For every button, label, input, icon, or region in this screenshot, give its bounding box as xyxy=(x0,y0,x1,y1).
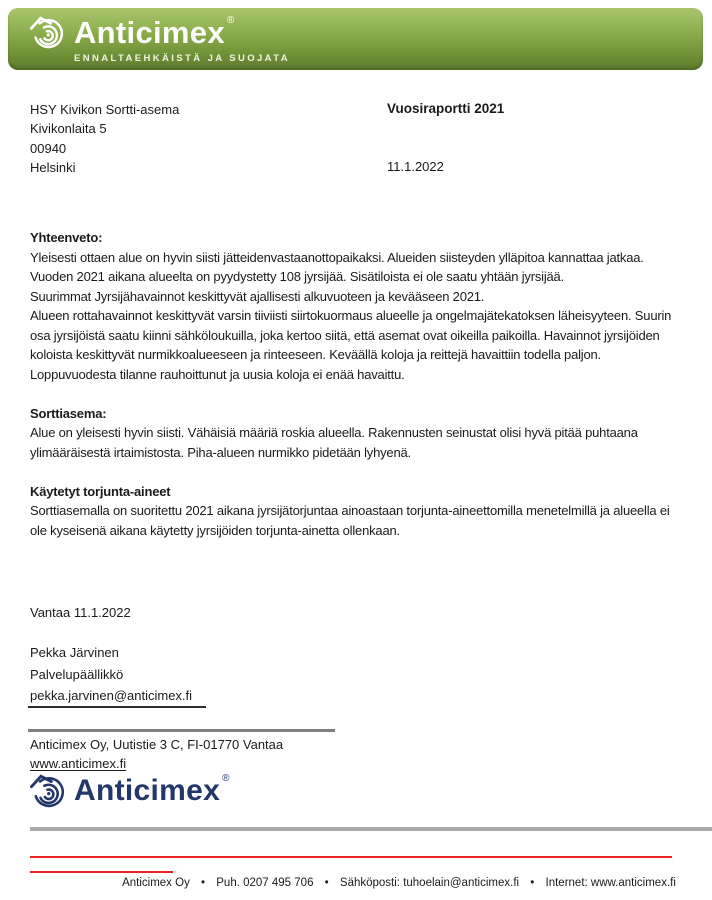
section-paragraph: Alue on yleisesti hyvin siisti. Vähäisiä määriä roskia alueella. Rakennusten seinustat olisi hyvä pitää puhtaana ylimääräisestä irtaimistosta. Piha-alueen nurmikko pidetään lyhyenä. xyxy=(30,425,638,460)
registered-trademark-symbol: ® xyxy=(222,773,230,784)
signature-place-date: Vantaa 11.1.2022 xyxy=(30,605,131,620)
signature-email-link[interactable]: pekka.jarvinen@anticimex.fi xyxy=(28,688,206,708)
header-tagline: ENNALTAEHKÄISTÄ JA SUOJATA xyxy=(74,53,290,64)
bottom-red-short-line xyxy=(30,871,173,873)
section-sorttiasema xyxy=(30,404,688,463)
anticimex-logo-icon xyxy=(28,772,66,810)
section-paragraph: Suurimmat Jyrsijähavainnot keskittyvät ajallisesti alkuvuoteen ja kevääseen 2021. xyxy=(30,288,485,304)
company-divider-line xyxy=(28,729,335,732)
header-banner xyxy=(8,8,703,70)
recipient-street: Kivikonlaita 5 xyxy=(30,121,107,137)
footer-internet: Internet: www.anticimex.fi xyxy=(545,877,676,889)
recipient-address xyxy=(30,100,179,178)
recipient-postal-code: 00940 xyxy=(30,140,67,156)
signature-name: Pekka Järvinen xyxy=(30,645,119,660)
section-heading: Yhteenveto: xyxy=(30,230,103,245)
footer-email: Sähköposti: tuhoelain@anticimex.fi xyxy=(339,877,520,889)
section-paragraph: Vuoden 2021 aikana alueelta on pyydystetty 108 jyrsijää. Sisätiloista ei ole saatu yhtään jyrsijää. xyxy=(30,269,565,284)
anticimex-logo-icon xyxy=(28,14,65,51)
bottom-gray-divider-line xyxy=(30,827,712,831)
section-heading: Käytetyt torjunta-aineet xyxy=(30,483,171,499)
section-paragraph: Sorttiasemalla on suoritettu 2021 aikana jyrsijätorjuntaa ainoastaan torjunta-aineettomilla menetelmillä ja alueella ei ole kyseisenä aikana käytetty jyrsijöiden torjunta-ainetta ollenkaan. xyxy=(30,503,670,538)
recipient-city: Helsinki xyxy=(30,160,76,176)
footer-contact-line xyxy=(86,877,712,889)
footer-bullet: • xyxy=(530,877,535,889)
registered-trademark-symbol: ® xyxy=(226,15,235,26)
header-logo xyxy=(8,8,703,51)
footer-phone: Puh. 0207 495 706 xyxy=(216,877,314,889)
bottom-red-divider-line xyxy=(30,856,672,858)
footer-logo xyxy=(28,772,230,810)
report-date: 11.1.2022 xyxy=(387,159,444,174)
company-address: Anticimex Oy, Uutistie 3 C, FI-01770 Vantaa xyxy=(30,737,284,752)
report-title: Vuosiraportti 2021 xyxy=(387,101,505,116)
footer-bullet: • xyxy=(201,877,206,889)
company-website-link[interactable]: www.anticimex.fi xyxy=(30,756,127,771)
section-torjunta-aineet xyxy=(30,482,688,541)
header-logo-wordmark xyxy=(74,17,235,48)
footer-logo-text: Anticimex xyxy=(74,774,221,807)
footer-company: Anticimex Oy xyxy=(122,877,190,889)
section-paragraph: Yleisesti ottaen alue on hyvin siisti jätteidenvastaanottopaikaksi. Alueiden siisteyden ylläpitoa kannattaa jatkaa. xyxy=(30,249,644,265)
header-logo-text: Anticimex xyxy=(74,15,225,50)
section-paragraph: Alueen rottahavainnot keskittyvät varsin tiiviisti siirtokuormaus alueelle ja ongelmajätekatoksen läheisyyteen. Suurin osa jyrsijöistä saatu kiinni sähköloukuilla, joka kertoo siitä, että asemat ovat oikeilla paikoilla. Havainnot jyrsijöiden koloista keskittyvät nurmikkoalueeseen ja rinteeseen. Keväällä koloja ja reittejä havaittiin todella paljon. Loppuvuodesta tilanne rauhoittunut ja uusia koloja ei enää havaittu. xyxy=(30,308,672,382)
signature-job-title: Palvelupäällikkö xyxy=(30,667,124,682)
report-body xyxy=(30,228,688,560)
section-heading: Sorttiasema: xyxy=(30,405,107,421)
recipient-name: HSY Kivikon Sortti-asema xyxy=(30,102,180,117)
footer-bullet: • xyxy=(324,877,329,889)
footer-logo-wordmark xyxy=(74,773,230,807)
section-yhteenveto xyxy=(30,228,688,384)
